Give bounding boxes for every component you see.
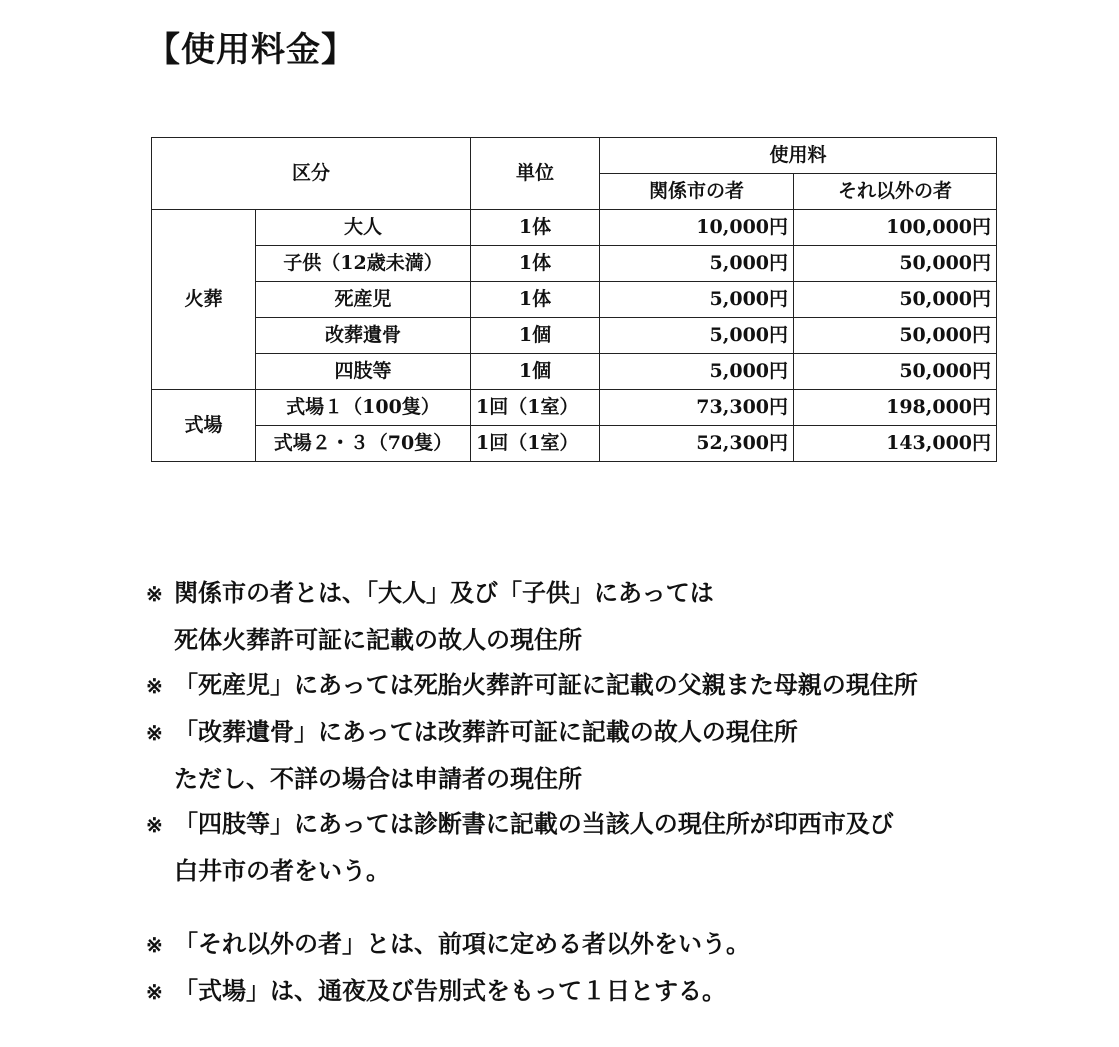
row-other-fee: 50,000円 [794, 282, 997, 318]
reference-mark: ※ [146, 813, 163, 837]
row-other-fee: 143,000円 [794, 426, 997, 462]
note-text: 「式場」は、通夜及び告別式をもって１日とする。 [174, 976, 726, 1005]
row-item: 大人 [256, 210, 471, 246]
reference-mark: ※ [146, 674, 163, 698]
row-local-fee: 5,000円 [600, 318, 794, 354]
header-other: それ以外の者 [794, 174, 997, 210]
row-other-fee: 50,000円 [794, 246, 997, 282]
header-unit: 単位 [471, 138, 600, 210]
row-local-fee: 5,000円 [600, 246, 794, 282]
note-item [146, 709, 918, 801]
notes [146, 570, 918, 1015]
table-header-row [152, 138, 997, 174]
row-local-fee: 10,000円 [600, 210, 794, 246]
table-row [152, 246, 997, 282]
note-text: 「死産児」にあっては死胎火葬許可証に記載の父親また母親の現住所 [174, 670, 918, 699]
group-cremation: 火葬 [152, 210, 256, 390]
row-local-fee: 5,000円 [600, 282, 794, 318]
table-row [152, 354, 997, 390]
page-title: 【使用料金】 [146, 30, 356, 70]
header-local: 関係市の者 [600, 174, 794, 210]
reference-mark: ※ [146, 721, 163, 745]
table-row [152, 282, 997, 318]
note-text: 白井市の者をいう。 [174, 856, 390, 885]
row-other-fee: 198,000円 [794, 390, 997, 426]
row-item: 式場２・３（70隻） [256, 426, 471, 462]
reference-mark: ※ [146, 980, 163, 1004]
header-fee: 使用料 [600, 138, 997, 174]
row-item: 子供（12歳未満） [256, 246, 471, 282]
group-ceremony-hall: 式場 [152, 390, 256, 462]
note-item [146, 662, 918, 709]
table-row [152, 210, 997, 246]
note-text: 「それ以外の者」とは、前項に定める者以外をいう。 [174, 929, 750, 958]
row-other-fee: 100,000円 [794, 210, 997, 246]
table-row [152, 390, 997, 426]
note-text: 死体火葬許可証に記載の故人の現住所 [174, 625, 582, 654]
row-local-fee: 52,300円 [600, 426, 794, 462]
row-unit: 1体 [471, 282, 600, 318]
note-item [146, 968, 918, 1015]
fee-table [151, 137, 997, 462]
row-unit: 1個 [471, 354, 600, 390]
note-text: 「改葬遺骨」にあっては改葬許可証に記載の故人の現住所 [174, 717, 798, 746]
note-text: 「四肢等」にあっては診断書に記載の当該人の現住所が印西市及び [174, 809, 894, 838]
table-row [152, 318, 997, 354]
row-unit: 1回（1室） [471, 426, 600, 462]
row-unit: 1体 [471, 246, 600, 282]
row-unit: 1回（1室） [471, 390, 600, 426]
note-item [146, 801, 918, 893]
reference-mark: ※ [146, 582, 163, 606]
table-row [152, 426, 997, 462]
note-item [146, 921, 918, 968]
header-category: 区分 [152, 138, 471, 210]
row-local-fee: 73,300円 [600, 390, 794, 426]
row-item: 改葬遺骨 [256, 318, 471, 354]
row-unit: 1個 [471, 318, 600, 354]
row-other-fee: 50,000円 [794, 354, 997, 390]
note-text: 関係市の者とは、「大人」及び「子供」にあっては [174, 578, 714, 607]
row-item: 四肢等 [256, 354, 471, 390]
row-item: 死産児 [256, 282, 471, 318]
reference-mark: ※ [146, 933, 163, 957]
note-text: ただし、不詳の場合は申請者の現住所 [174, 764, 582, 793]
note-item [146, 570, 918, 662]
row-other-fee: 50,000円 [794, 318, 997, 354]
row-unit: 1体 [471, 210, 600, 246]
row-item: 式場１（100隻） [256, 390, 471, 426]
row-local-fee: 5,000円 [600, 354, 794, 390]
